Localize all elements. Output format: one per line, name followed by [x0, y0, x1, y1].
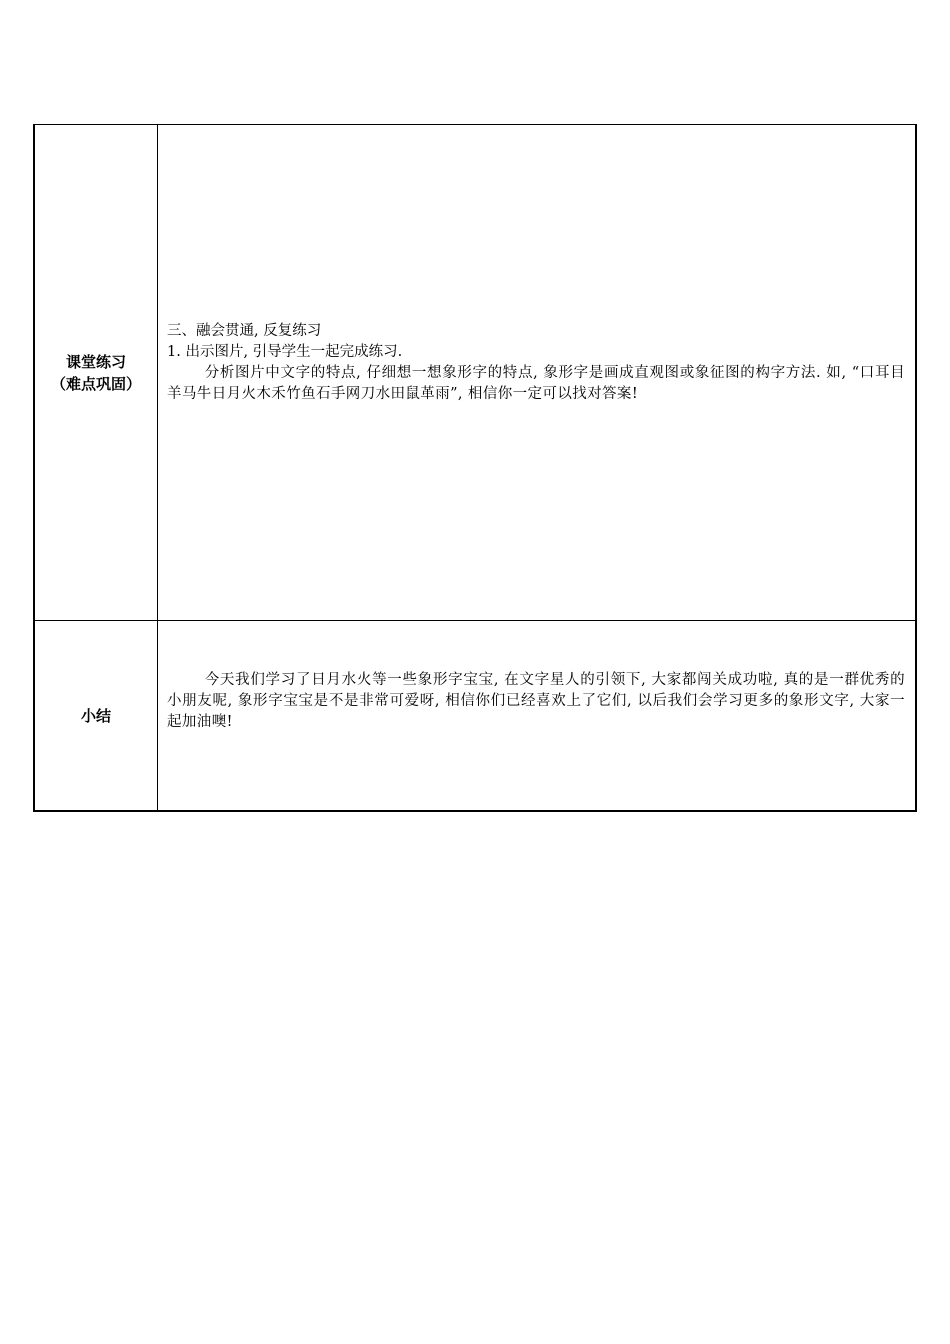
row-content-summary [158, 621, 917, 812]
instruction-paragraph: 分析图片中文字的特点, 仔细想一想象形字的特点, 象形字是画成直观图或象征图的构字方法. 如, “口耳目羊马牛日月火木禾竹鱼石手网刀水田鼠革雨”, 相信你一定可以找对答案! [167, 364, 905, 402]
label-title: 课堂练习 [65, 352, 126, 371]
table-row-practice [34, 125, 916, 621]
row-content-practice [158, 125, 917, 621]
row-label-practice [34, 125, 158, 621]
table-row-summary [34, 621, 916, 812]
section-heading: 三、融会贯通, 反复练习 [167, 322, 322, 339]
label-title: 小结 [80, 706, 111, 725]
lesson-plan-table [33, 124, 917, 812]
row-label-summary [34, 621, 158, 812]
label-subtitle: （难点巩固） [50, 374, 141, 393]
step-item: 1. 出示图片, 引导学生一起完成练习. [167, 343, 403, 360]
summary-paragraph: 今天我们学习了日月水火等一些象形字宝宝, 在文字星人的引领下, 大家都闯关成功啦, 真的是一群优秀的小朋友呢, 象形字宝宝是不是非常可爱呀, 相信你们已经喜欢上了它们, 以后我们会学习更多的象形文字, 大家一起加油噢! [167, 672, 905, 730]
